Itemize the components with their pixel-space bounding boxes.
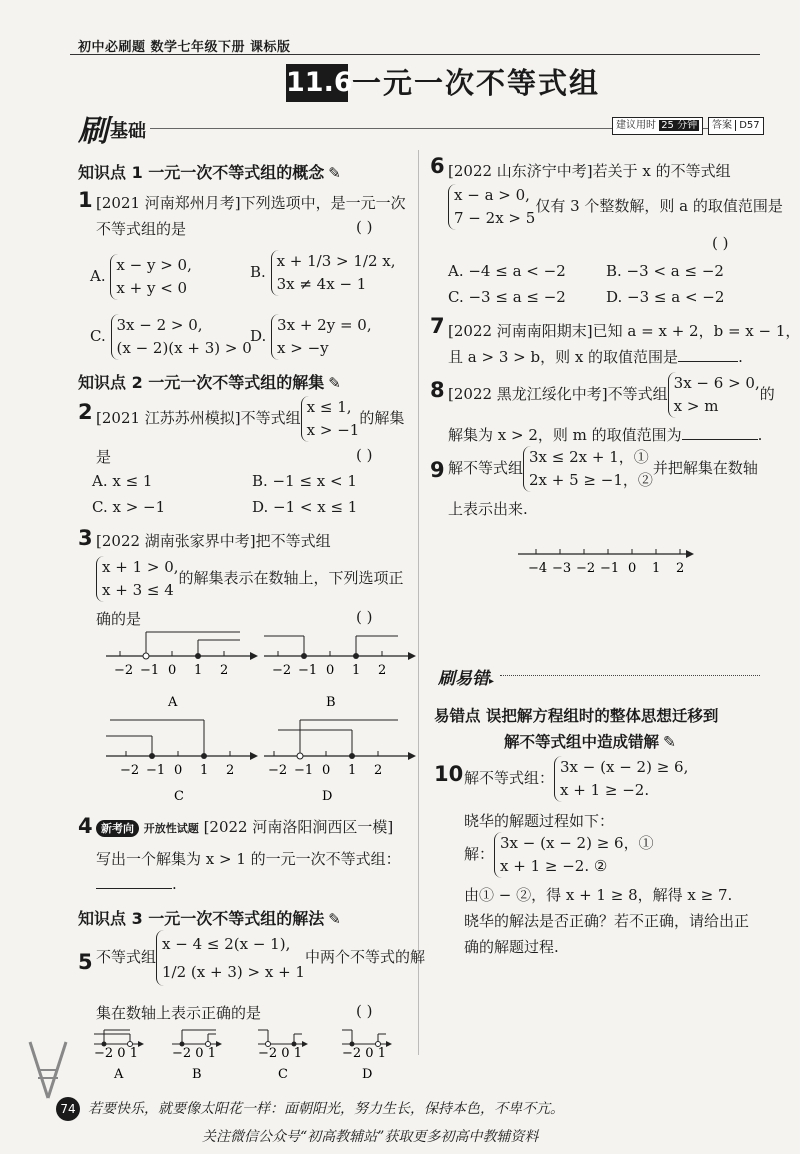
tick-label: −3	[552, 561, 572, 576]
pen-icon: ✎	[328, 164, 341, 182]
yicuo-heading: 刷易错▸	[438, 669, 495, 689]
q6-text: [2022 山东济宁中考]若关于 x 的不等式组	[448, 162, 731, 180]
q3-option-d-line	[264, 720, 416, 804]
tick-label: −2	[272, 663, 292, 678]
q4-blank-line: .	[96, 874, 177, 893]
q6-option-d: D. −3 ≤ a < −2	[606, 288, 725, 306]
q7-number: 7	[430, 314, 445, 338]
tick-label: −2 0 1	[258, 1046, 302, 1061]
q10-system: 3x − (x − 2) ≥ 6, x + 1 ≥ −2.	[554, 756, 688, 802]
page-number: 74	[56, 1097, 80, 1121]
q10-number: 10	[434, 762, 464, 786]
q2-option-b: B. −1 ≤ x < 1	[252, 472, 357, 490]
tick-label: 2	[378, 663, 387, 678]
q6-option-c: C. −3 ≤ a ≤ −2	[448, 288, 566, 306]
tick-label: −2 0 1	[172, 1046, 216, 1061]
q3-option-b-line	[264, 636, 416, 710]
q10-text: 解不等式组：3x − (x − 2) ≥ 6, x + 1 ≥ −2.	[464, 756, 688, 802]
tick-label: 0	[322, 763, 331, 778]
q1-text-2: 不等式组的是	[96, 220, 187, 238]
q10-text-2: 晓华的解题过程如下：	[464, 812, 615, 830]
tick-label: 1	[348, 763, 357, 778]
shua-subheading: 基础	[110, 121, 146, 142]
answer-page: D57	[735, 120, 759, 131]
q3-system: x + 1 > 0, x + 3 ≤ 4	[96, 556, 179, 602]
q6-option-b: B. −3 < a ≤ −2	[606, 262, 724, 280]
q6-number: 6	[430, 154, 445, 178]
tick-label: −2 0 1	[342, 1046, 386, 1061]
q1-number: 1	[78, 188, 93, 212]
answer-label: 答案	[712, 120, 732, 131]
q10-text-4: 由① − ②，得 x + 1 ≥ 8，解得 x ≥ 7.	[464, 886, 733, 904]
triangle-icon: ▸	[489, 676, 495, 687]
q2-option-c: C. x > −1	[92, 498, 166, 516]
column-divider	[418, 150, 419, 1055]
q9-text: 解不等式组3x ≤ 2x + 1，① 2x + 5 ≥ −1，②并把解集在数轴	[448, 446, 758, 492]
q5-number-lines	[90, 1024, 420, 1084]
tick-label: 1	[194, 663, 203, 678]
answer-tag	[708, 117, 764, 135]
q10-text-6: 确的解题过程.	[464, 938, 559, 956]
q8-number: 8	[430, 378, 445, 402]
tick-label: 2	[676, 561, 685, 576]
q9-number-line	[510, 540, 710, 580]
open-question-badge: 开放性试题	[143, 822, 199, 835]
tick-label: 0	[168, 663, 177, 678]
q5-number: 5	[78, 950, 93, 974]
time-label: 建议用时	[616, 120, 656, 131]
tick-label: −2	[120, 763, 140, 778]
yicuo-title-1: 易错点 误把解方程组时的整体思想迁移到	[434, 707, 719, 725]
q3-paren: ( )	[356, 608, 373, 626]
q1-b-system: x + 1/3 > 1/2 x, 3x ≠ 4x − 1	[271, 250, 396, 296]
q3-number: 3	[78, 526, 93, 550]
q6-option-a: A. −4 ≤ a < −2	[448, 262, 566, 280]
section-number: 11.6	[286, 64, 348, 102]
q7-text-2: 且 a > 3 > b，则 x 的取值范围是 .	[448, 348, 743, 366]
pen-icon: ✎	[663, 733, 677, 751]
tick-label: 0	[326, 663, 335, 678]
header-rule	[70, 54, 760, 55]
q9-text-2: 上表示出来.	[448, 500, 528, 518]
q9-system: 3x ≤ 2x + 1，① 2x + 5 ≥ −1，②	[523, 446, 653, 492]
q3-text: [2022 湖南张家界中考]把不等式组	[96, 532, 331, 550]
q3-number-lines	[100, 620, 420, 810]
footer-motto: 若要快乐，就要像太阳花一样：面朝阳光，努力生长，保持本色，不卑不亢。	[88, 1101, 564, 1117]
q9-number: 9	[430, 458, 445, 482]
q5-option-d-line	[342, 1030, 392, 1082]
tick-label: −2 0 1	[94, 1046, 138, 1061]
q1-text: [2021 河南郑州月考]下列选项中，是一元一次	[96, 194, 406, 212]
book-header: 初中必刷题 数学七年级下册 课标版	[78, 40, 291, 55]
q4-number: 4	[78, 814, 93, 838]
tick-label: −1	[600, 561, 620, 576]
shua-heading: 刷	[78, 114, 108, 149]
q8-system: 3x − 6 > 0, x > m	[668, 372, 760, 418]
q1-c-system: 3x − 2 > 0, (x − 2)(x + 3) > 0	[111, 314, 252, 360]
tick-label: −2	[576, 561, 596, 576]
q1-option-d: D. 3x + 2y = 0, x > −y	[250, 314, 372, 360]
option-label: A	[114, 1067, 124, 1082]
tick-label: 2	[220, 663, 229, 678]
section-title: 一元一次不等式组	[352, 66, 601, 100]
tick-label: 1	[652, 561, 661, 576]
q8-text: [2022 黑龙江绥化中考]不等式组3x − 6 > 0, x > m的	[448, 372, 775, 418]
q2-option-a: A. x ≤ 1	[92, 472, 153, 490]
new-direction-badge: 新考向	[96, 820, 139, 837]
q6-paren: ( )	[712, 234, 729, 252]
tick-label: 2	[226, 763, 235, 778]
option-label: D	[322, 789, 333, 804]
tick-label: −2	[268, 763, 288, 778]
q5-text-2: 集在数轴上表示正确的是	[96, 1004, 262, 1022]
option-label: C	[174, 789, 184, 804]
tick-label: 0	[174, 763, 183, 778]
option-label: B	[192, 1067, 202, 1082]
q10-text-3: 解：3x − (x − 2) ≥ 6，① x + 1 ≥ −2. ②	[464, 832, 654, 878]
knowledge-point-1: 知识点 1 一元一次不等式组的概念 ✎	[78, 163, 341, 182]
option-label: D	[362, 1067, 373, 1082]
q7-text: [2022 河南南阳期末]已知 a = x + 2，b = x − 1，	[448, 322, 800, 340]
q3-text-3: 确的是	[96, 610, 142, 628]
q5-option-a-line	[94, 1030, 144, 1082]
q1-option-a: A. x − y > 0, x + y < 0	[90, 254, 192, 300]
tick-label: 1	[200, 763, 209, 778]
q2-paren: ( )	[356, 446, 373, 464]
option-label: A	[168, 695, 178, 710]
pen-icon: ✎	[328, 374, 341, 392]
tick-label: −1	[294, 763, 314, 778]
dotted-rule	[500, 675, 760, 676]
q1-d-system: 3x + 2y = 0, x > −y	[271, 314, 372, 360]
q6-text-2: x − a > 0, 7 − 2x > 5仅有 3 个整数解，则 a 的取值范围是	[448, 184, 783, 230]
tick-label: −1	[146, 763, 166, 778]
option-label: B	[326, 695, 336, 710]
option-label: C	[278, 1067, 288, 1082]
q5-text: 不等式组x − 4 ≤ 2(x − 1), 1/2 (x + 3) > x + 1中两个不等式的解	[96, 930, 425, 986]
time-tag	[612, 117, 703, 135]
tick-label: −1	[298, 663, 318, 678]
q3-option-c-line	[106, 720, 258, 804]
tick-label: 0	[628, 561, 637, 576]
q2-system: x ≤ 1, x > −1	[301, 396, 360, 442]
q6-system: x − a > 0, 7 − 2x > 5	[448, 184, 535, 230]
q1-option-b: B. x + 1/3 > 1/2 x, 3x ≠ 4x − 1	[250, 250, 396, 296]
footer-promo: 关注微信公众号“初高教辅站”获取更多初高中教辅资料	[202, 1129, 539, 1145]
q4-text: 新考向 开放性试题 [2022 河南洛阳涧西区一模]	[96, 816, 393, 837]
q2-text: [2021 江苏苏州模拟]不等式组x ≤ 1, x > −1的解集	[96, 396, 404, 442]
time-value: 25 分钟	[661, 120, 698, 131]
tick-label: 1	[352, 663, 361, 678]
q1-a-system: x − y > 0, x + y < 0	[110, 254, 191, 300]
q1-option-c: C. 3x − 2 > 0, (x − 2)(x + 3) > 0	[90, 314, 252, 360]
knowledge-point-2: 知识点 2 一元一次不等式组的解集 ✎	[78, 373, 341, 392]
q2-text-2: 是	[96, 448, 112, 466]
q1-paren: ( )	[356, 218, 373, 236]
q5-option-c-line	[258, 1030, 308, 1082]
tick-label: −2	[114, 663, 134, 678]
q2-number: 2	[78, 400, 93, 424]
q5-option-b-line	[172, 1030, 222, 1082]
pen-icon: ✎	[328, 910, 341, 928]
q5-paren: ( )	[356, 1002, 373, 1020]
tick-label: −4	[528, 561, 548, 576]
q2-option-d: D. −1 < x ≤ 1	[252, 498, 358, 516]
knowledge-point-3: 知识点 3 一元一次不等式组的解法 ✎	[78, 909, 341, 928]
q8-text-2: 解集为 x > 2，则 m 的取值范围为 .	[448, 426, 763, 444]
q3-text-2: x + 1 > 0, x + 3 ≤ 4的解集表示在数轴上，下列选项正	[96, 556, 404, 602]
q4-text-2: 写出一个解集为 x > 1 的一元一次不等式组：	[96, 850, 401, 868]
yicuo-title-2: 解不等式组中造成错解 ✎	[504, 733, 677, 751]
q3-option-a-line	[106, 632, 258, 710]
q10-text-5: 晓华的解法是否正确？若不正确，请给出正	[464, 912, 750, 930]
q10-solution-system: 3x − (x − 2) ≥ 6，① x + 1 ≥ −2. ②	[494, 832, 654, 878]
q5-system: x − 4 ≤ 2(x − 1), 1/2 (x + 3) > x + 1	[156, 930, 305, 986]
tick-label: 2	[374, 763, 383, 778]
tick-label: −1	[140, 663, 160, 678]
